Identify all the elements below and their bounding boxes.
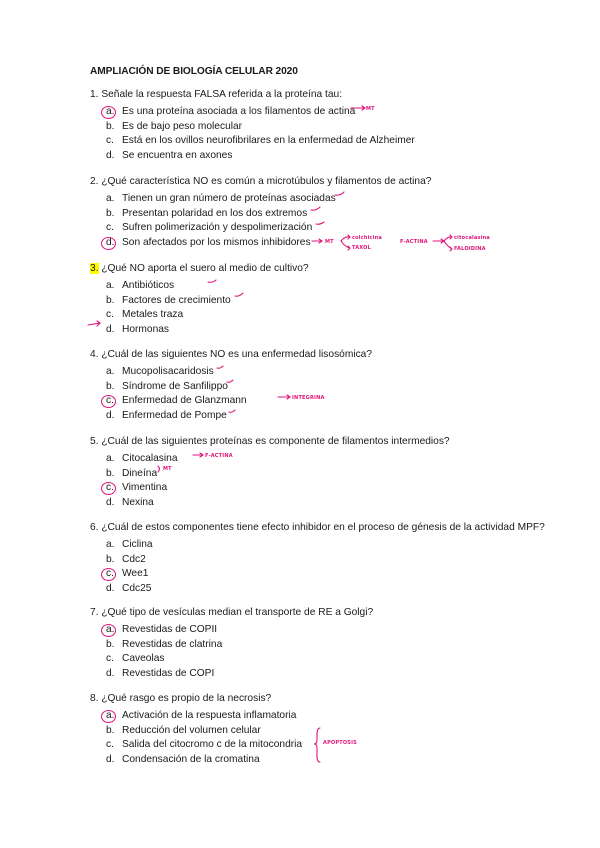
handwritten-note: citocalasina — [454, 235, 490, 241]
option-d[interactable]: d. Enfermedad de Pompe — [106, 409, 227, 421]
question-text: ¿Qué característica NO es común a microtúbulos y filamentos de actina? — [98, 176, 432, 187]
question-number: 2. — [90, 176, 99, 187]
option-c[interactable]: c. Sufren polimerización y despolimerización — [106, 222, 313, 233]
question-8 — [90, 692, 303, 767]
question-number: 5. — [90, 436, 99, 447]
option-d[interactable]: d. Cdc25 — [106, 582, 152, 594]
option-b[interactable]: b. Revestidas de clatrina — [106, 638, 223, 650]
option-a[interactable]: a. Mucopolisacaridosis — [106, 366, 214, 377]
question-number: 1. — [90, 89, 99, 100]
question-number: 7. — [90, 607, 99, 618]
option-b[interactable]: b. Reducción del volumen celular — [106, 724, 261, 736]
question-7 — [90, 606, 373, 681]
document-title: AMPLIACIÓN DE BIOLOGÍA CELULAR 2020 — [90, 66, 298, 77]
question-text: ¿Qué NO aporta el suero al medio de cultivo? — [98, 263, 309, 274]
question-number: 4. — [90, 349, 99, 360]
option-b[interactable]: b. Es de bajo peso molecular — [106, 120, 243, 132]
question-6 — [90, 521, 545, 596]
option-a[interactable]: a. Ciclina — [106, 539, 153, 550]
option-c[interactable]: c. Vimentina — [90, 481, 450, 496]
handwritten-note: MT — [163, 466, 172, 472]
question-5 — [90, 435, 450, 510]
option-d[interactable]: d. Hormonas — [106, 323, 169, 335]
option-c[interactable]: c. Salida del citocromo c de la mitocondria — [106, 739, 303, 750]
question-text: ¿Qué rasgo es propio de la necrosis? — [98, 693, 272, 704]
question-text: ¿Cuál de estos componentes tiene efecto inhibidor en el proceso de génesis de la actividad MPF? — [98, 522, 545, 533]
option-a[interactable]: a. Es una proteína asociada a los filamentos de actina — [90, 105, 342, 120]
option-c[interactable]: c. Está en los ovillos neurofibrilares en la enfermedad de Alzheimer — [106, 135, 415, 146]
handwritten-note: MT — [325, 239, 334, 245]
handwritten-note: TAXOL — [352, 245, 372, 251]
handwritten-note: F-ACTINA — [205, 453, 233, 459]
option-a[interactable]: a. Revestidas de COPII — [90, 623, 373, 638]
option-a[interactable]: a. Citocalasina — [106, 453, 178, 464]
question-text: ¿Qué tipo de vesículas median el transporte de RE a Golgi? — [98, 607, 374, 618]
question-number: 6. — [90, 522, 99, 533]
handwritten-note: APOPTOSIS — [323, 740, 357, 746]
option-d[interactable]: d. Se encuentra en axones — [106, 149, 233, 161]
option-a[interactable]: a. Antibióticos — [106, 280, 175, 291]
option-d[interactable]: d. Condensación de la cromatina — [106, 753, 260, 765]
handwritten-note: colchicina — [352, 235, 382, 241]
handwritten-note: F-ACTINA — [400, 239, 428, 245]
question-3 — [90, 262, 309, 337]
question-number-highlighted: 3. — [90, 263, 99, 274]
question-text: ¿Cuál de las siguientes NO es una enfermedad lisosómica? — [98, 349, 373, 360]
question-4 — [90, 348, 372, 423]
question-text: ¿Cuál de las siguientes proteínas es componente de filamentos intermedios? — [98, 436, 450, 447]
question-text: Señale la respuesta FALSA referida a la proteína tau: — [98, 89, 343, 100]
option-d[interactable]: d. Son afectados por los mismos inhibidores — [90, 236, 431, 251]
option-d[interactable]: d. Revestidas de COPI — [106, 667, 215, 679]
option-c[interactable]: c. Enfermedad de Glanzmann — [90, 394, 372, 409]
question-number: 8. — [90, 693, 99, 704]
option-b[interactable]: b. Presentan polaridad en los dos extremos — [106, 207, 308, 219]
handwritten-note: INTEGRINA — [292, 395, 325, 401]
option-b[interactable]: b. Síndrome de Sanfilippo — [106, 380, 228, 392]
option-c[interactable]: c. Metales traza — [106, 309, 184, 320]
option-a[interactable]: a. Tienen un gran número de proteínas asociadas — [106, 193, 336, 204]
option-c[interactable]: c. Wee1 — [90, 567, 545, 582]
option-b[interactable]: b. Dineína — [106, 467, 158, 479]
option-a[interactable]: a. Activación de la respuesta inflamatoria — [90, 709, 271, 724]
option-d[interactable]: d. Nexina — [106, 496, 154, 508]
handwritten-note: FALOIDINA — [454, 246, 486, 252]
option-b[interactable]: b. Cdc2 — [106, 553, 146, 565]
option-b[interactable]: b. Factores de crecimiento — [106, 294, 231, 306]
handwritten-note: MT — [366, 106, 375, 112]
option-c[interactable]: c. Caveolas — [106, 653, 165, 664]
